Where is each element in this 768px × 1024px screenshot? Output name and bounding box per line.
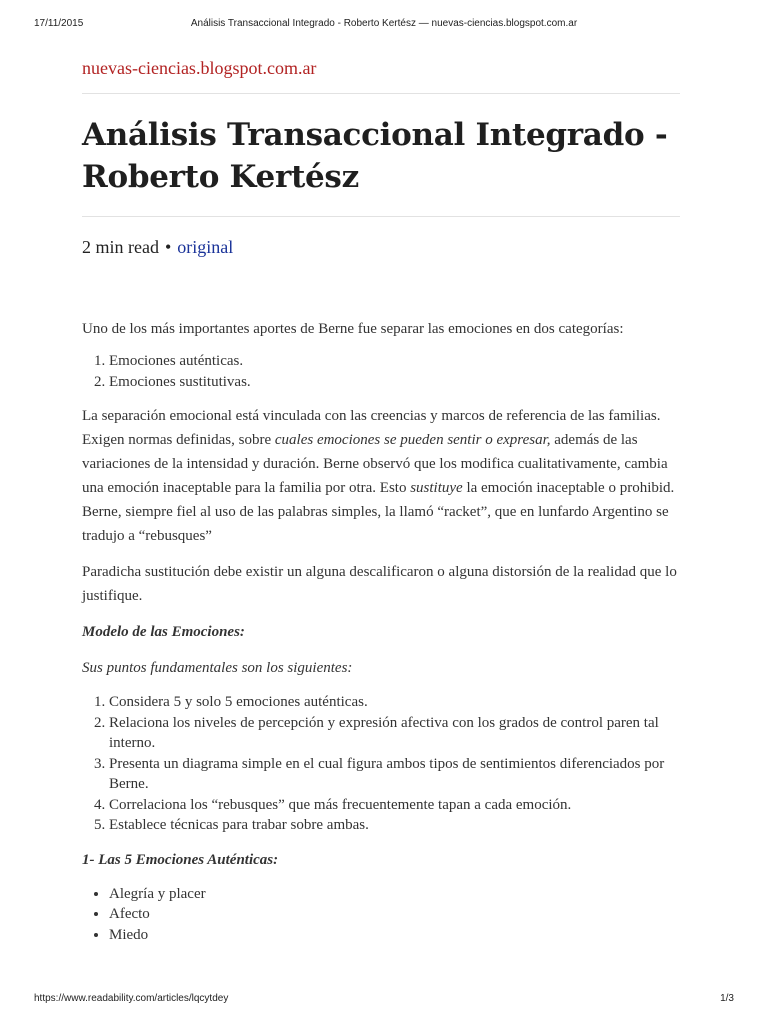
- paragraph: Paradicha sustitución debe existir un alguna descalificaron o alguna distorsión de la realidad que lo justifique.: [82, 564, 677, 604]
- meta-separator: •: [164, 237, 172, 257]
- article-title: Análisis Transaccional Integrado - Roberto Kertész: [82, 117, 668, 195]
- site-link[interactable]: nuevas-ciencias.blogspot.com.ar: [82, 58, 317, 78]
- article: [82, 55, 680, 957]
- list-item: 3. Presenta un diagrama simple en el cual figura ambos tipos de sentimientos diferenciados por Berne.: [109, 754, 680, 795]
- text-run: la emoción inaceptable o prohibid. Berne, siempre fiel al uso de las palabras simples, la llamó “racket”, que en lunfardo Argentino se tradujo a “rebusques”: [82, 480, 675, 544]
- categories-list: [82, 351, 680, 392]
- article-meta: [82, 235, 680, 259]
- emotions-list: [82, 884, 680, 946]
- points-list: [82, 692, 680, 836]
- section-heading-model: Modelo de las Emociones:: [82, 624, 245, 640]
- list-item: • Miedo: [109, 925, 680, 946]
- original-link[interactable]: original: [177, 237, 234, 257]
- list-item: 1. Considera 5 y solo 5 emociones auténticas.: [109, 692, 680, 713]
- print-header: [0, 18, 768, 32]
- article-content: [82, 317, 680, 945]
- paragraph: [82, 404, 680, 548]
- text-run: La separación emocional está vinculada con las creencias y marcos de referencia de las familias. Exigen normas definidas, sobre: [82, 408, 661, 448]
- list-item: 2. Relaciona los niveles de percepción y expresión afectiva con los grados de control paren tal interno.: [109, 713, 680, 754]
- print-footer: [0, 993, 768, 1007]
- page-count: 1/3: [720, 993, 734, 1004]
- print-date: 17/11/2015: [34, 18, 84, 29]
- list-item: 4. Correlaciona los “rebusques” que más frecuentemente tapan a cada emoción.: [109, 795, 680, 816]
- intro-paragraph: Uno de los más importantes aportes de Berne fue separar las emociones en dos categorías:: [82, 321, 624, 337]
- list-item: • Alegría y placer: [109, 884, 680, 905]
- italic-text: sustituye: [410, 480, 463, 496]
- divider: [82, 216, 680, 217]
- list-item: • Afecto: [109, 904, 680, 925]
- list-item: 2. Emociones sustitutivas.: [109, 372, 680, 393]
- print-page-title: Análisis Transaccional Integrado - Roberto Kertész — nuevas-ciencias.blogspot.com.ar: [190, 18, 578, 29]
- print-url: https://www.readability.com/articles/lqcytdey: [34, 993, 229, 1004]
- italic-text: cuales emociones se pueden sentir o expresar,: [274, 432, 551, 448]
- divider: [82, 93, 680, 94]
- list-item: 5. Establece técnicas para trabar sobre ambas.: [109, 815, 680, 836]
- text-run: además de las variaciones de la intensidad y duración. Berne observó que los modifica cualitativamente, cambia una emoción inaceptable para la familia por otra. Esto: [82, 432, 668, 496]
- section-heading-emotions: 1- Las 5 Emociones Auténticas:: [82, 851, 279, 868]
- read-time: 2 min read: [82, 237, 159, 257]
- list-item: 1. Emociones auténticas.: [109, 351, 680, 372]
- points-intro: Sus puntos fundamentales son los siguientes:: [82, 660, 353, 676]
